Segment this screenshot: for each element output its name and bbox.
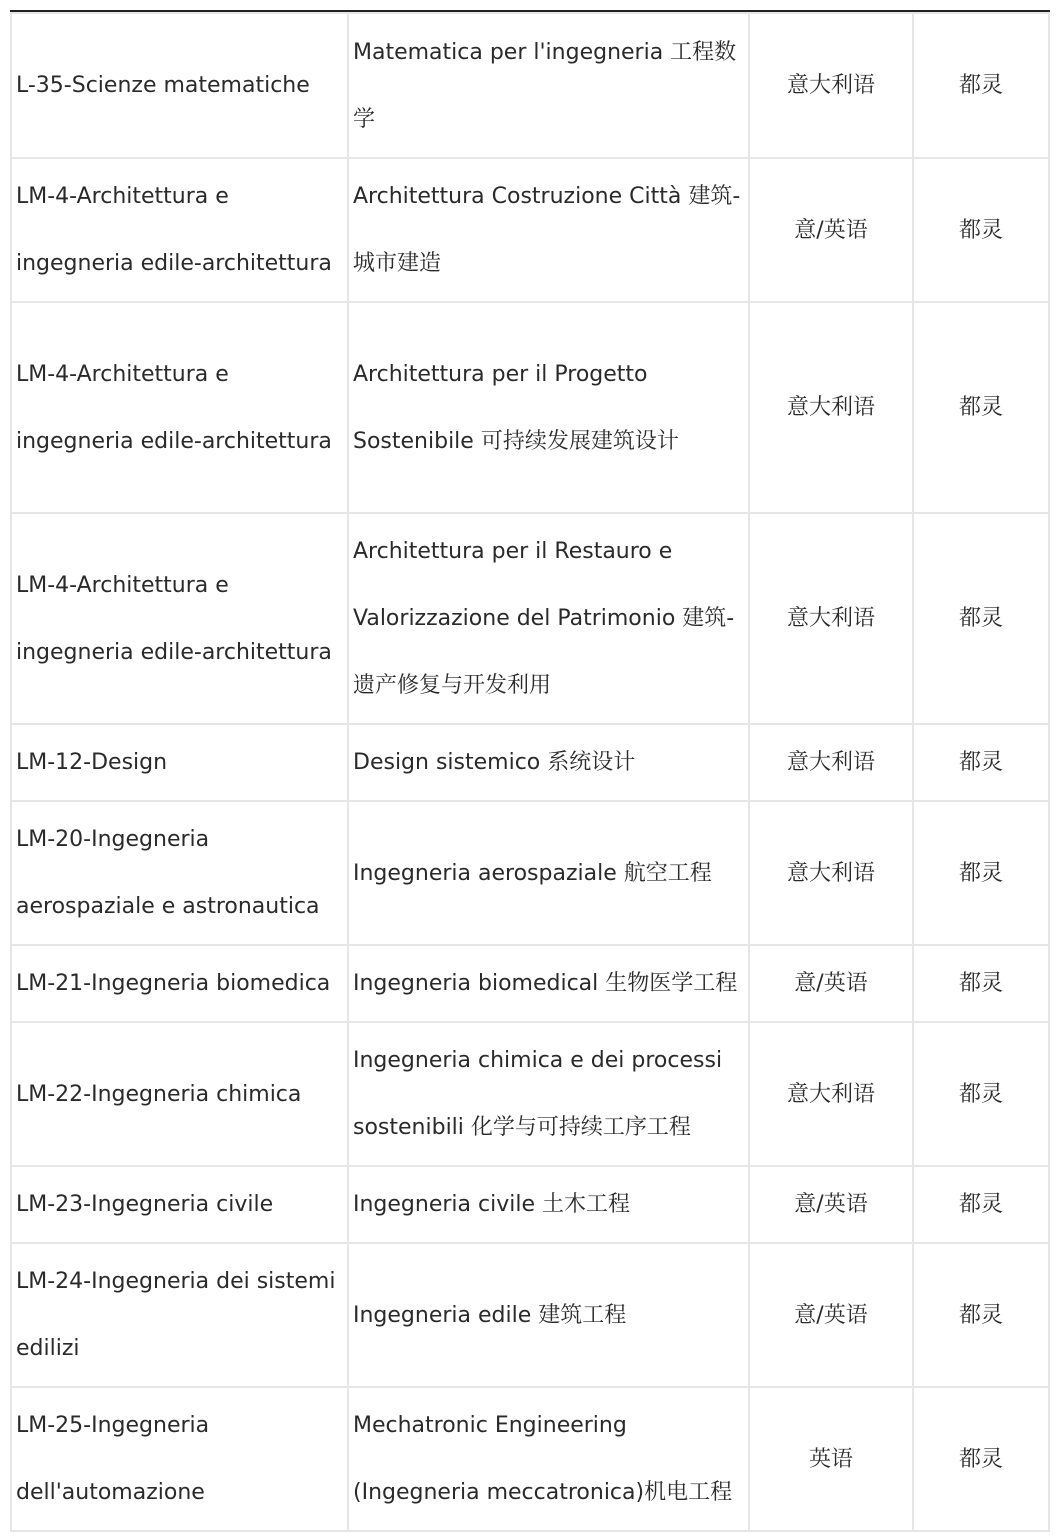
table-row [11,13,1049,158]
program-class-cell: LM-4-Architettura e ingegneria edile-architettura [11,513,348,724]
course-cell: Architettura per il Progetto Sostenibile 可持续发展建筑设计 [348,302,749,513]
course-cell: Ingegneria civile 土木工程 [348,1166,749,1243]
language-cell: 意大利语 [749,801,913,945]
program-class-cell: LM-23-Ingegneria civile [11,1166,348,1243]
table-row [11,302,1049,513]
program-class-cell: LM-20-Ingegneria aerospaziale e astronautica [11,801,348,945]
table-row [11,513,1049,724]
language-cell: 意/英语 [749,158,913,302]
table-row [11,1166,1049,1243]
program-class-cell: L-35-Scienze matematiche [11,13,348,158]
course-cell: Ingegneria edile 建筑工程 [348,1243,749,1387]
table-row [11,801,1049,945]
language-cell: 意大利语 [749,1022,913,1166]
city-cell: 都灵 [913,513,1049,724]
table-row [11,158,1049,302]
table-row [11,1022,1049,1166]
course-cell: Ingegneria aerospaziale 航空工程 [348,801,749,945]
table-row [11,945,1049,1022]
city-cell: 都灵 [913,158,1049,302]
city-cell: 都灵 [913,945,1049,1022]
city-cell: 都灵 [913,1166,1049,1243]
course-cell: Ingegneria biomedical 生物医学工程 [348,945,749,1022]
course-cell: Mechatronic Engineering (Ingegneria meccatronica)机电工程 [348,1387,749,1531]
language-cell: 意大利语 [749,302,913,513]
program-class-cell: LM-25-Ingegneria dell'automazione [11,1387,348,1531]
course-cell: Matematica per l'ingegneria 工程数学 [348,13,749,158]
city-cell: 都灵 [913,1243,1049,1387]
table-row [11,1243,1049,1387]
language-cell: 意大利语 [749,724,913,801]
program-class-cell: LM-4-Architettura e ingegneria edile-architettura [11,302,348,513]
program-class-cell: LM-4-Architettura e ingegneria edile-architettura [11,158,348,302]
program-table [10,12,1050,1532]
language-cell: 意大利语 [749,513,913,724]
language-cell: 意/英语 [749,1243,913,1387]
city-cell: 都灵 [913,724,1049,801]
table-row [11,724,1049,801]
table-row [11,1387,1049,1531]
program-class-cell: LM-24-Ingegneria dei sistemi edilizi [11,1243,348,1387]
language-cell: 意/英语 [749,945,913,1022]
city-cell: 都灵 [913,801,1049,945]
language-cell: 意/英语 [749,1166,913,1243]
course-cell: Design sistemico 系统设计 [348,724,749,801]
course-cell: Architettura per il Restauro e Valorizzazione del Patrimonio 建筑-遗产修复与开发利用 [348,513,749,724]
city-cell: 都灵 [913,13,1049,158]
city-cell: 都灵 [913,1022,1049,1166]
city-cell: 都灵 [913,302,1049,513]
course-cell: Ingegneria chimica e dei processi sostenibili 化学与可持续工序工程 [348,1022,749,1166]
program-class-cell: LM-21-Ingegneria biomedica [11,945,348,1022]
language-cell: 意大利语 [749,13,913,158]
language-cell: 英语 [749,1387,913,1531]
course-cell: Architettura Costruzione Città 建筑-城市建造 [348,158,749,302]
city-cell: 都灵 [913,1387,1049,1531]
program-class-cell: LM-12-Design [11,724,348,801]
program-class-cell: LM-22-Ingegneria chimica [11,1022,348,1166]
